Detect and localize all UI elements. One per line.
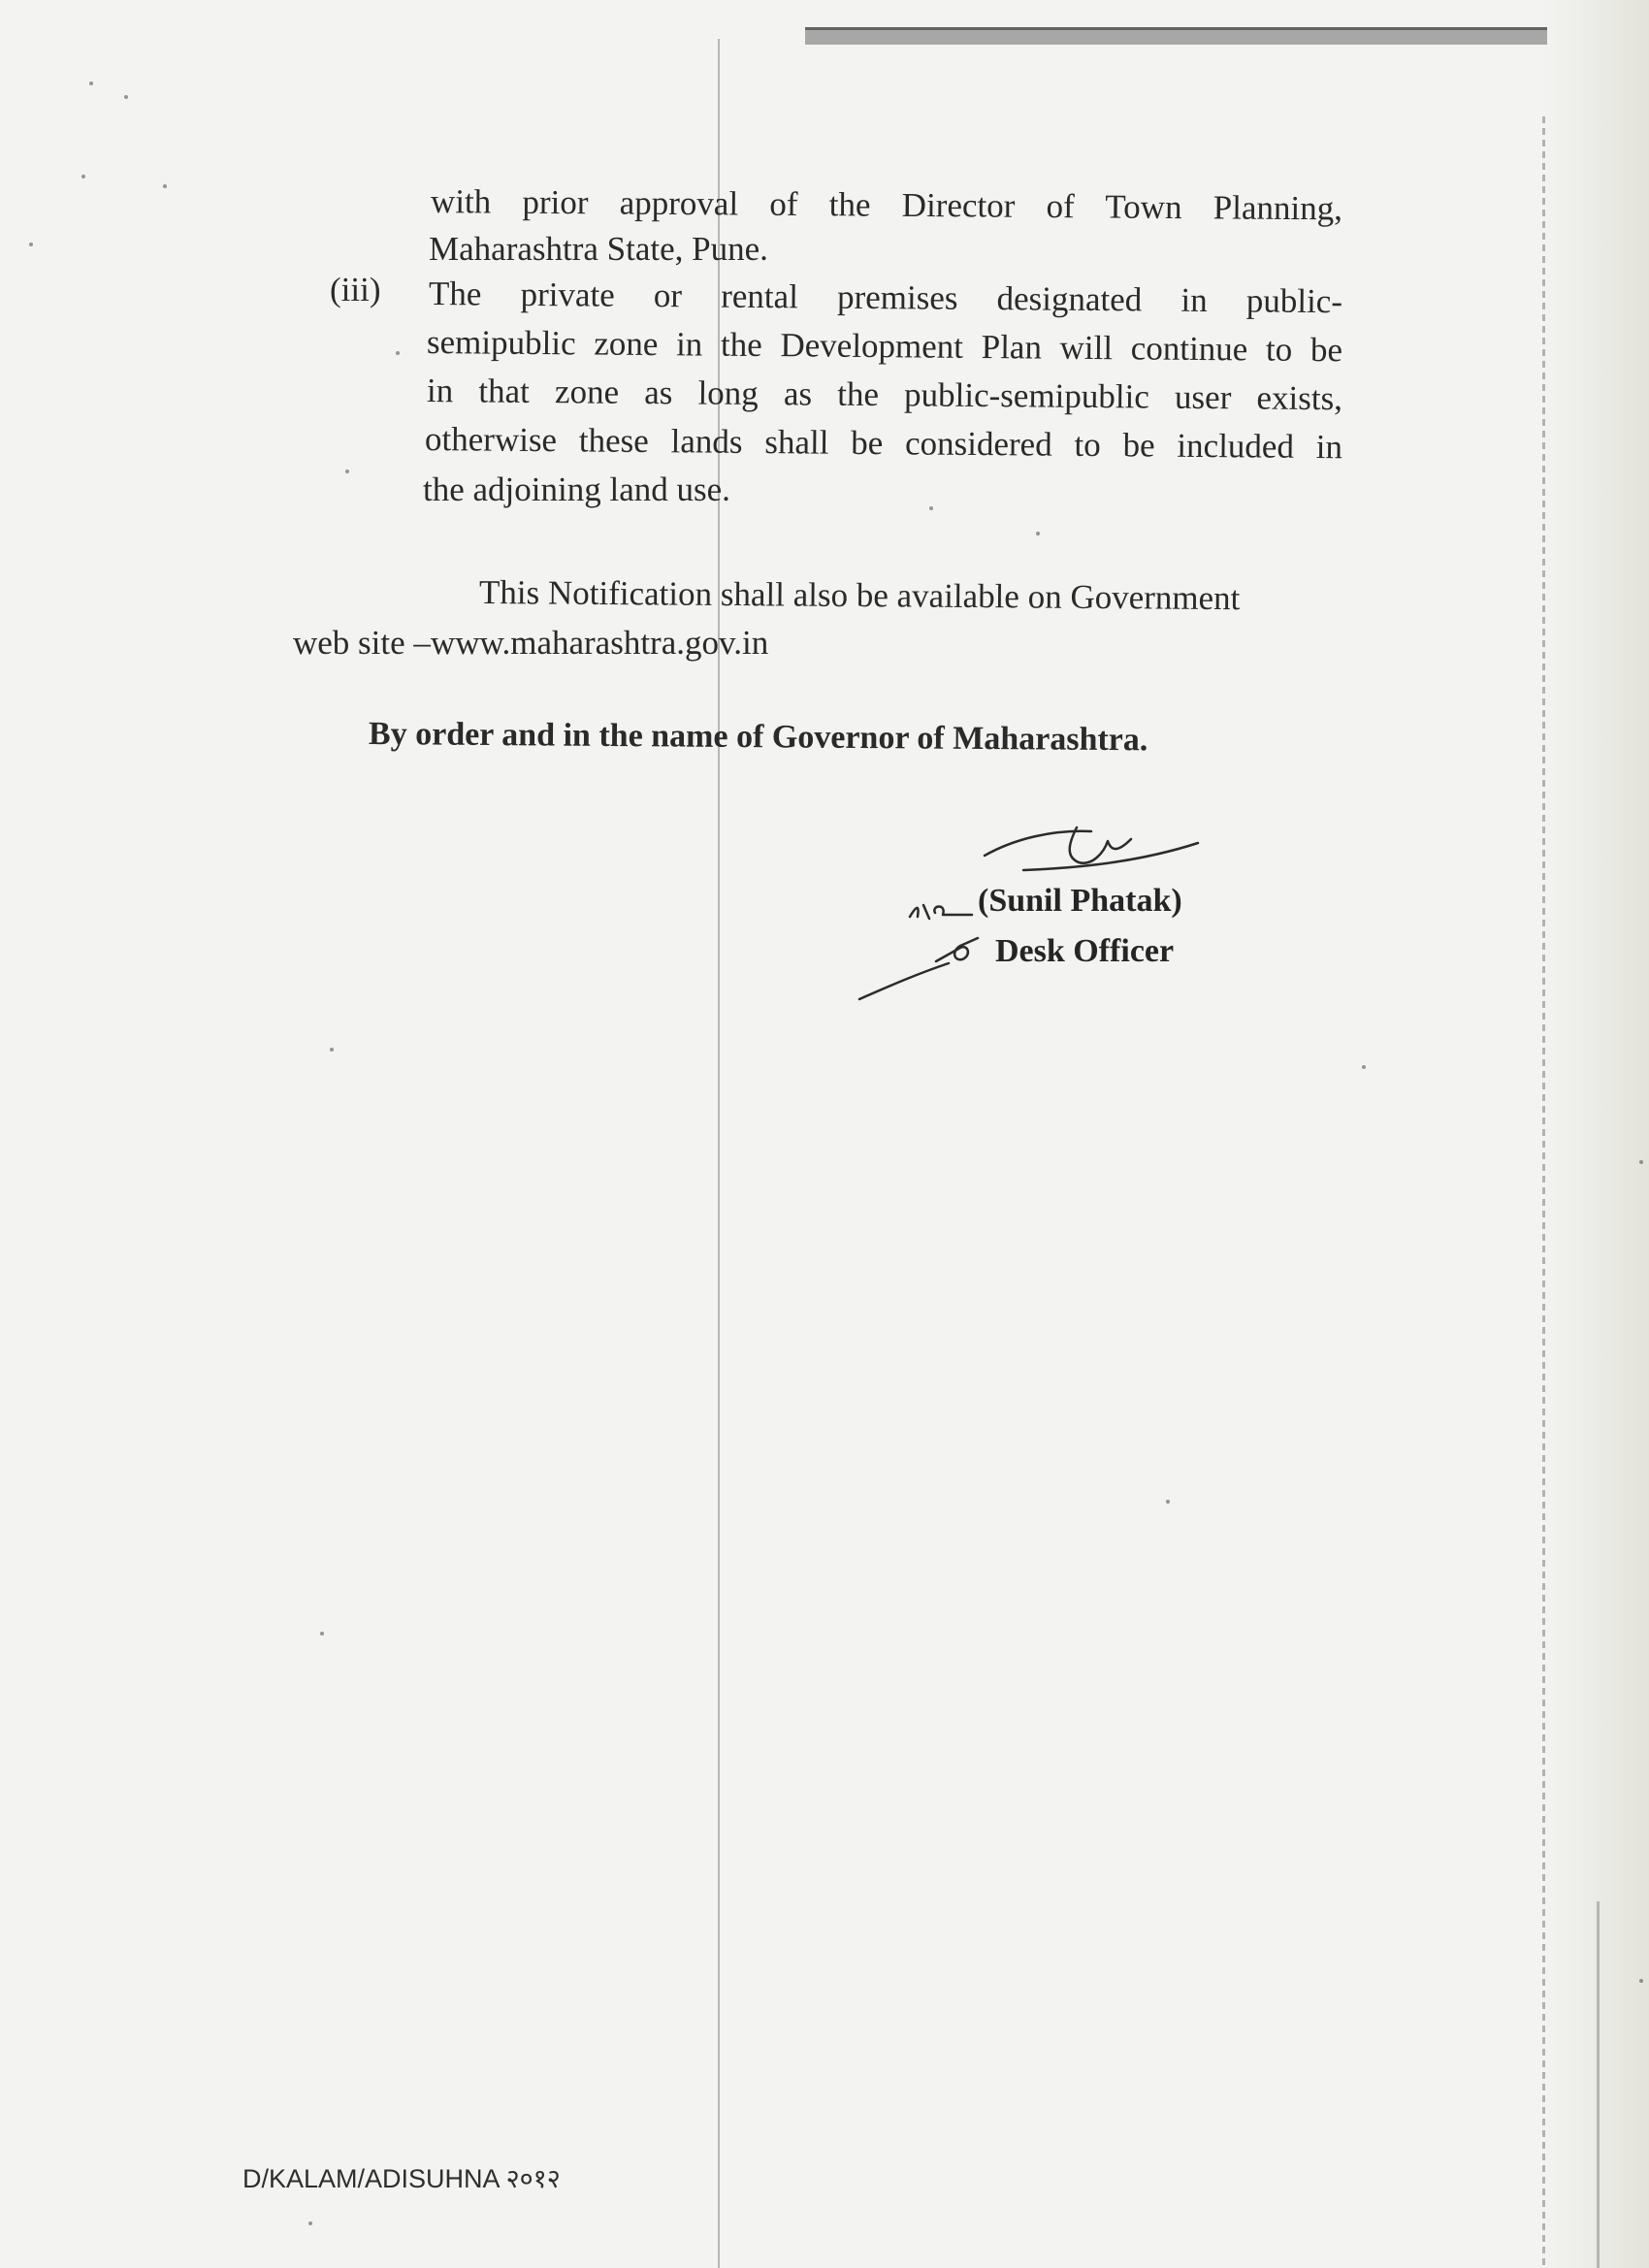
order-line-text: By order and in the name of Governor of Maharashtra. bbox=[368, 716, 1148, 759]
clause-iii-line-2: semipublic zone in the Development Plan will continue to be bbox=[426, 323, 1343, 370]
footer-reference-code: D/KALAM/ADISUHNA २०१२ bbox=[242, 2164, 561, 2193]
clause-iii-line-5: the adjoining land use. bbox=[423, 470, 730, 508]
clause-iii-line-4: otherwise these lands shall be considered to be included in bbox=[424, 420, 1343, 467]
clause-continuation-line-1: with prior approval of the Director of Town Planning, bbox=[430, 182, 1343, 228]
notification-line-2: web site –www.maharashtra.gov.in bbox=[293, 624, 769, 662]
signatory-name: (Sunil Phatak) bbox=[978, 883, 1182, 919]
clause-continuation-line-2: Maharashtra State, Pune. bbox=[429, 230, 768, 268]
page-edge-line bbox=[1542, 116, 1545, 2268]
page-edge-line-lower bbox=[1597, 1901, 1600, 2268]
notification-line-1: This Notification shall also be available on Government bbox=[478, 573, 1241, 618]
signature-oc-mark bbox=[910, 905, 972, 919]
clause-iii-line-3: in that zone as long as the public-semipublic user exists, bbox=[426, 372, 1343, 418]
signature-stroke-1 bbox=[985, 831, 1091, 856]
scan-top-bar bbox=[805, 27, 1547, 45]
signature-initial bbox=[936, 938, 978, 961]
signatory-title: Desk Officer bbox=[995, 933, 1175, 969]
clause-iii-line-1: The private or rental premises designated in public- bbox=[428, 275, 1343, 321]
signature-stroke-2 bbox=[1070, 827, 1131, 863]
page-edge-shading bbox=[1542, 0, 1649, 2268]
clause-iii-marker: (iii) bbox=[330, 271, 381, 308]
signature-underline bbox=[859, 963, 949, 999]
